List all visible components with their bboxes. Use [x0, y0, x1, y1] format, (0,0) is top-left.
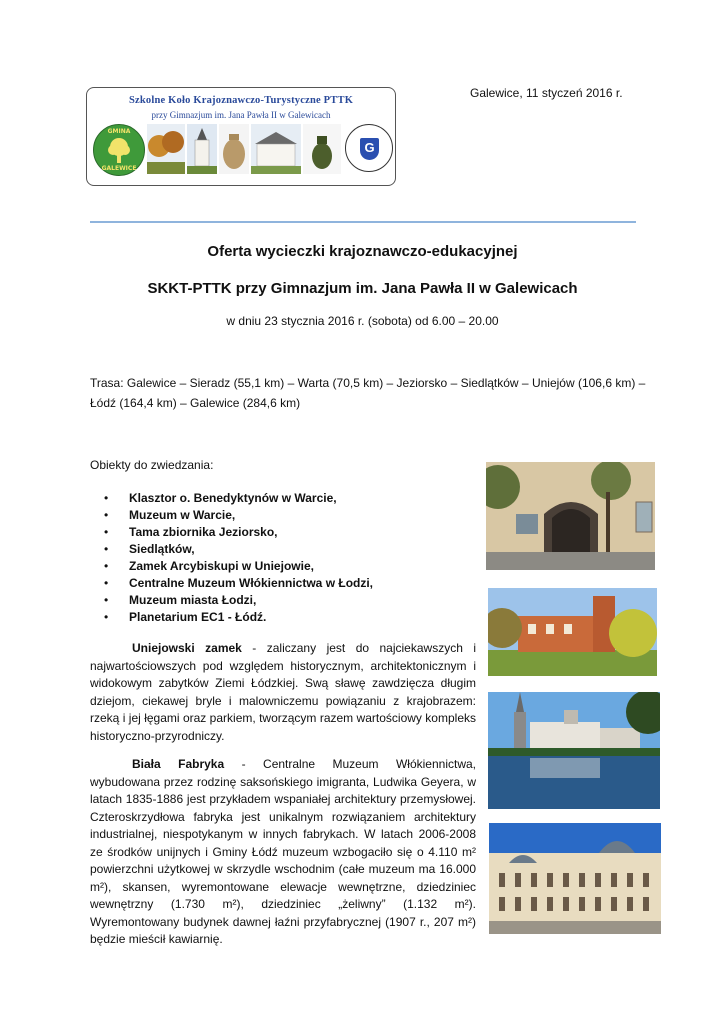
- bullet-icon: •: [104, 593, 109, 607]
- factory-lead: Biała Fabryka: [132, 757, 225, 771]
- list-item: • Zamek Arcybiskupi w Uniejowie,: [104, 559, 314, 573]
- bullet-icon: •: [104, 542, 109, 556]
- emblem-text-top: GMINA: [107, 128, 131, 135]
- castle-text: - zaliczany jest do najciekawszych i najwartościowszych pod względem historycznym, architektonicznym i widokowym zabytków Ziemi Łódzkiej. Swą sławę zawdzięcza długim dziejom, ciekawej bryle i malowniczemu powiązaniu z krajobrazem: rzeką i jej łęgami oraz parkiem, tworzącym razem wartościowy kompleks historyczno-przyrodniczy.: [90, 641, 476, 743]
- bullet-icon: •: [104, 508, 109, 522]
- castle-lead: Uniejowski zamek: [132, 641, 242, 655]
- factory-text: - Centralne Muzeum Włókiennictwa, wybudowana przez rodzinę saksońskiego imigranta, Ludwika Geyera, w latach 1835-1886 jest przykładem wspaniałej architektury przemysłowej. Czteroskrzydłowa fabryka jest unikalnym rozwiązaniem architektury industrialnej, niespotykanym w innych fabrykach. W latach 2006-2008 ze środków unijnych i Gminy Łódź muzeum wzbogaciło się o 4.110 m² powierzchni użytkowej w skrzydle wschodnim (całe muzeum ma 16.000 m²), skansen, wyremontowane elewacje wewnętrzne, dziedziniec wewnętrzny (1.730 m²), dziedziniec „żeliwny” (1.132 m²). Wyremontowany budynek dawnej łaźni przyfabrycznej (1907 r., 207 m²) będzie mieścił kawiarnię.: [90, 757, 476, 946]
- objects-list: [104, 490, 373, 626]
- list-item: • Muzeum w Warcie,: [104, 508, 236, 522]
- bullet-icon: •: [104, 559, 109, 573]
- bullet-icon: •: [104, 525, 109, 539]
- logo-title: Szkolne Koło Krajoznawczo-Turystyczne PTTK: [128, 95, 354, 106]
- monastery-photo: [486, 462, 655, 570]
- bullet-icon: •: [104, 491, 109, 505]
- document-date: Galewice, 11 styczeń 2016 r.: [470, 86, 623, 100]
- factory-paragraph: [90, 756, 476, 949]
- list-item: • Muzeum miasta Łodzi,: [104, 593, 257, 607]
- trip-route: Trasa: Galewice – Sieradz (55,1 km) – Warta (70,5 km) – Jeziorsko – Siedlątków – Uniejów (106,6 km) – Łódź (164,4 km) – Galewice (284,6 km): [90, 376, 646, 410]
- page-title: Oferta wycieczki krajoznawczo-edukacyjnej: [207, 243, 518, 260]
- seal-letter: G: [364, 140, 375, 155]
- shield-icon: [360, 138, 379, 160]
- list-item: • Planetarium EC1 - Łódź.: [104, 610, 267, 624]
- trip-date: w dniu 23 stycznia 2016 r. (sobota) od 6.00 – 20.00: [226, 314, 499, 328]
- school-seal-icon: [345, 124, 393, 172]
- list-item: • Klasztor o. Benedyktynów w Warcie,: [104, 491, 337, 505]
- page-subtitle: SKKT-PTTK przy Gimnazjum im. Jana Pawła II w Galewicach: [147, 280, 578, 297]
- castle-photo: [488, 588, 657, 676]
- emblem-text-bottom: GALEWICE: [101, 165, 137, 172]
- logo-photo-strip: [147, 124, 343, 176]
- logo-subtitle: przy Gimnazjum im. Jana Pawła II w Galewicach: [151, 110, 331, 120]
- palace-photo: [489, 823, 661, 934]
- bullet-icon: •: [104, 576, 109, 590]
- list-item: • Tama zbiornika Jeziorsko,: [104, 525, 278, 539]
- list-item: • Siedlątków,: [104, 542, 195, 556]
- gmina-emblem-icon: [93, 124, 145, 176]
- club-logo-banner: [86, 87, 396, 186]
- city-reflection-photo: [488, 692, 660, 809]
- header-separator: [90, 221, 636, 223]
- bullet-icon: •: [104, 610, 109, 624]
- castle-paragraph: [90, 640, 476, 745]
- objects-label: Obiekty do zwiedzania:: [90, 458, 214, 472]
- list-item: • Centralne Muzeum Włókiennictwa w Łodzi,: [104, 576, 374, 590]
